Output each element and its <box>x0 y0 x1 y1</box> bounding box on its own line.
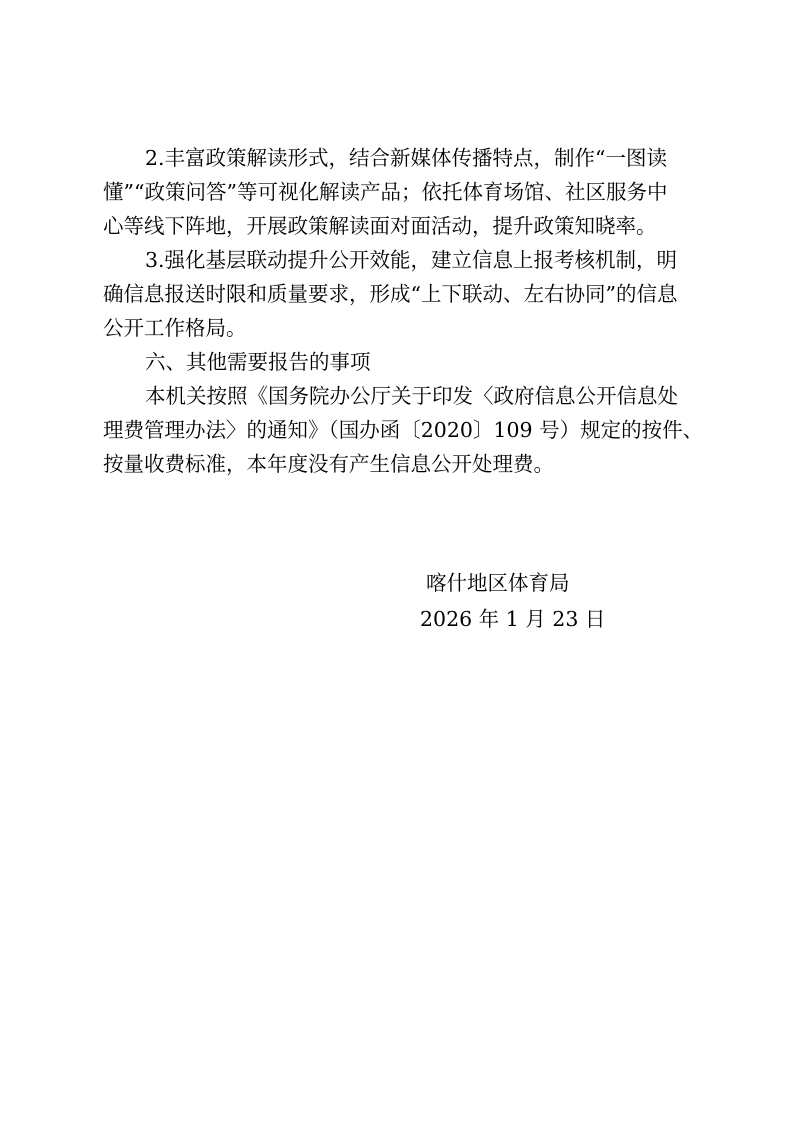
paragraph-line: 理费管理办法〉的通知》（国办函〔2020〕109 号）规定的按件、 <box>103 418 704 442</box>
paragraph-line: 确信息报送时限和质量要求，形成“上下联动、左右协同”的信息 <box>103 282 678 306</box>
paragraph-line: 心等线下阵地，开展政策解读面对面活动，提升政策知晓率。 <box>103 214 657 238</box>
paragraph-line: 3.强化基层联动提升公开效能，建立信息上报考核机制，明 <box>145 248 678 272</box>
paragraph-line: 按量收费标准，本年度没有产生信息公开处理费。 <box>103 452 554 476</box>
paragraph-line: 本机关按照《国务院办公厅关于印发〈政府信息公开信息处 <box>145 384 678 408</box>
section-heading: 六、其他需要报告的事项 <box>145 350 371 374</box>
signing-date: 2026 年 1 月 23 日 <box>420 607 606 631</box>
signature-block <box>400 565 620 637</box>
paragraph-line: 2.丰富政策解读形式，结合新媒体传播特点，制作“一图读 <box>145 146 668 170</box>
paragraph-line: 懂”“政策问答”等可视化解读产品；依托体育场馆、社区服务中 <box>103 180 668 204</box>
signing-organization: 喀什地区体育局 <box>426 571 570 595</box>
paragraph-line: 公开工作格局。 <box>103 316 247 340</box>
document-body <box>103 141 704 481</box>
